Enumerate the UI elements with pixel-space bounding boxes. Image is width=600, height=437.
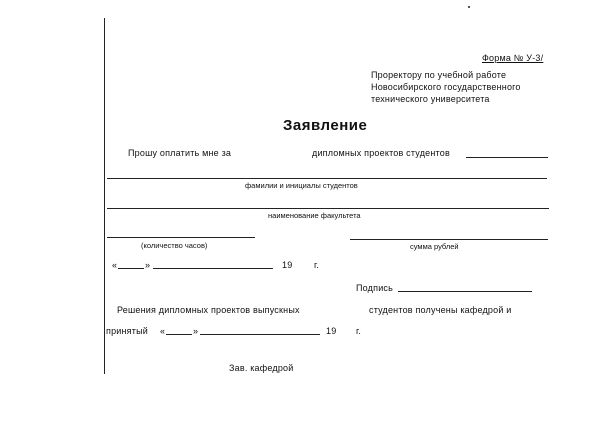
- count-line[interactable]: [107, 237, 255, 238]
- decision-text-part1: Решения дипломных проектов выпускных: [117, 305, 300, 315]
- date-close-quote: »: [145, 260, 151, 270]
- surnames-caption: фамилии и инициалы студентов: [245, 181, 358, 190]
- date2-close-quote: »: [193, 326, 199, 336]
- addressee-line-3: технического университета: [371, 94, 490, 104]
- request-fill-line[interactable]: [466, 157, 548, 158]
- date2-year-prefix: 19: [326, 326, 337, 336]
- date-open-quote: «: [112, 260, 118, 270]
- faculty-line[interactable]: [107, 208, 549, 209]
- date2-year-suffix: г.: [356, 326, 362, 336]
- page-title: Заявление: [283, 117, 368, 134]
- projects-text: дипломных проектов студентов: [312, 148, 450, 158]
- amount-line[interactable]: [350, 239, 548, 240]
- signature-line[interactable]: [398, 291, 532, 292]
- date-year-prefix: 19: [282, 260, 293, 270]
- left-margin-line: [104, 18, 105, 374]
- decision-text-part2: студентов получены кафедрой и: [369, 305, 512, 315]
- addressee-line-1: Проректору по учебной работе: [371, 70, 507, 80]
- date-month-line[interactable]: [153, 268, 273, 269]
- accepted-label: принятый: [106, 326, 148, 336]
- request-text: Прошу оплатить мне за: [128, 148, 232, 158]
- form-number: Форма № У-3/: [482, 53, 544, 63]
- surnames-line[interactable]: [107, 178, 547, 179]
- count-caption: (количество часов): [141, 241, 208, 250]
- head-of-department-label: Зав. кафедрой: [229, 363, 294, 373]
- date2-day-line[interactable]: [166, 334, 192, 335]
- date-year-suffix: г.: [314, 260, 320, 270]
- date2-open-quote: «: [160, 326, 166, 336]
- signature-label: Подпись: [356, 283, 394, 293]
- date-day-line[interactable]: [118, 268, 144, 269]
- scan-dot: [468, 6, 470, 8]
- addressee-line-2: Новосибирского государственного: [371, 82, 521, 92]
- faculty-caption: наименование факультета: [268, 211, 361, 220]
- date2-month-line[interactable]: [200, 334, 320, 335]
- amount-caption: сумма рублей: [410, 242, 459, 251]
